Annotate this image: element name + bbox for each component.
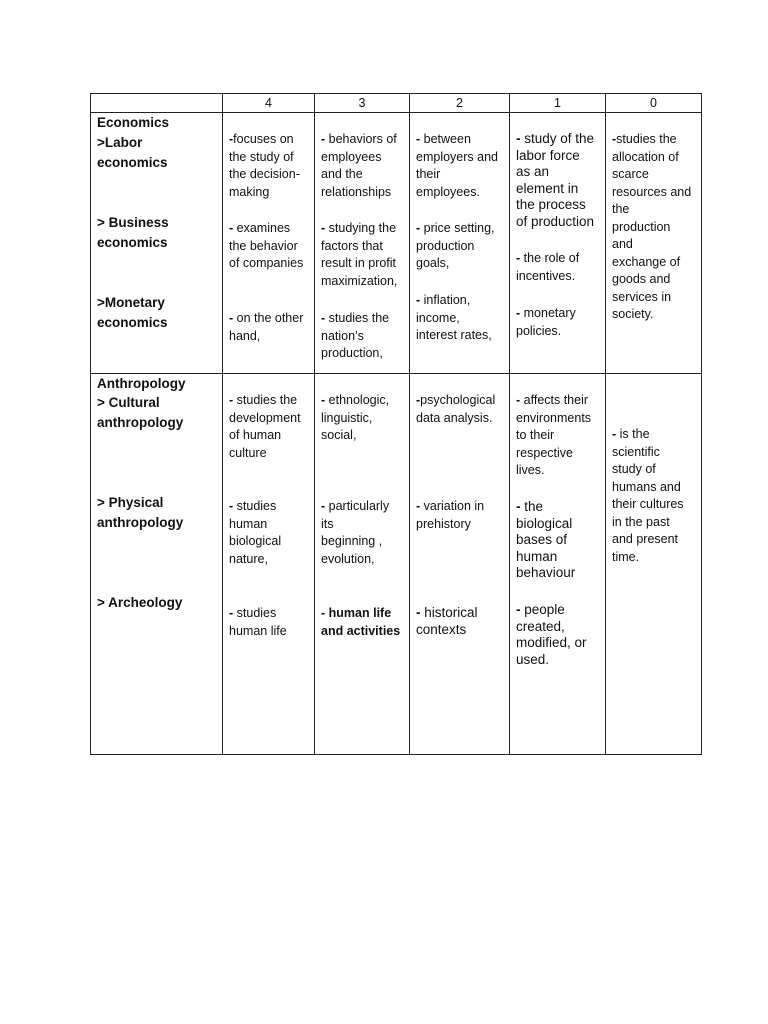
econ-3-monetary (321, 310, 389, 363)
dash: - (321, 393, 326, 407)
cell-text: studies the nation’s production, (321, 311, 390, 360)
archeology-label: > Archeology (97, 595, 183, 610)
anth-2-archeology (416, 605, 478, 638)
cell-text: the biological bases of human behaviour (516, 499, 576, 580)
anth-1-physical (516, 499, 575, 582)
econ-0-definition (612, 131, 691, 324)
dash: - (229, 132, 234, 146)
dash: - (229, 606, 234, 620)
cell-text: human life and activities (321, 606, 401, 638)
anth-3-cultural (321, 392, 389, 445)
econ-4-labor (229, 131, 300, 201)
cell-text: ethnologic, linguistic, social, (321, 393, 390, 442)
business-economics-label: > Business economics (97, 215, 169, 250)
economics-title: Economics (97, 115, 170, 130)
dash: - (416, 293, 421, 307)
econ-3-labor (321, 131, 397, 201)
cell-text: studies human biological nature, (229, 499, 282, 566)
cell-text: variation in prehistory (416, 499, 485, 531)
dash: - (516, 306, 521, 320)
anth-2-cultural (416, 392, 495, 427)
cultural-anthropology-label: > Cultural anthropology (97, 395, 184, 430)
anth-4-archeology (229, 605, 287, 640)
physical-anthropology-label: > Physical anthropology (97, 495, 184, 530)
dash: - (516, 393, 521, 407)
cell-text: focuses on the study of the decision- making (229, 132, 300, 199)
anth-4-cultural (229, 392, 301, 462)
cell-text: studies the development of human culture (229, 393, 301, 460)
dash: - (516, 251, 521, 265)
dash: - (516, 499, 521, 514)
cell-text: behaviors of employees and the relationships (321, 132, 397, 199)
cell-text: is the scientific study of humans and their cultures in the past and present time. (612, 427, 684, 564)
econ-4-business (229, 220, 303, 273)
cell-text: psychological data analysis. (416, 393, 496, 425)
header-1: 1 (554, 96, 561, 110)
econ-1-monetary (516, 305, 576, 340)
dash: - (321, 311, 326, 325)
dash: - (321, 132, 326, 146)
dash: - (416, 499, 421, 513)
econ-1-labor (516, 131, 594, 230)
dash: - (229, 393, 234, 407)
cell-text: monetary policies. (516, 306, 576, 338)
cell-text: between employers and their employees. (416, 132, 498, 199)
cell-text: studies the allocation of scarce resources and the production and exchange of goods and services in society. (612, 132, 692, 321)
cell-text: studying the factors that result in profit maximization, (321, 221, 398, 288)
dash: - (321, 606, 326, 620)
dash: - (229, 499, 234, 513)
cell-text: particularly its beginning , evolution, (321, 499, 390, 566)
econ-2-monetary (416, 292, 492, 345)
cell-text: historical contexts (416, 605, 478, 637)
dash: - (416, 221, 421, 235)
anth-3-physical (321, 498, 389, 568)
anth-3-archeology (321, 605, 400, 640)
econ-1-business (516, 250, 579, 285)
monetary-economics-label: >Monetary economics (97, 295, 168, 330)
dash: - (416, 132, 421, 146)
dash: - (516, 131, 521, 146)
header-3: 3 (358, 96, 366, 110)
econ-4-monetary (229, 310, 303, 345)
econ-3-business (321, 220, 397, 290)
dash: - (321, 221, 326, 235)
cell-text: the role of incentives. (516, 251, 580, 283)
dash: - (229, 221, 234, 235)
dash: - (416, 393, 421, 407)
header-4: 4 (265, 96, 272, 110)
econ-2-business (416, 220, 495, 273)
cell-text: studies human life (229, 606, 287, 638)
dash: - (612, 132, 617, 146)
cell-text: inflation, income, interest rates, (416, 293, 492, 342)
dash: - (516, 602, 521, 617)
dash: - (416, 605, 421, 620)
anth-4-physical (229, 498, 281, 568)
header-2: 2 (456, 96, 463, 110)
anth-1-cultural (516, 392, 591, 480)
dash: - (229, 311, 234, 325)
dash: - (612, 427, 617, 441)
cell-text: on the other hand, (229, 311, 304, 343)
cell-text: affects their environments to their respective lives. (516, 393, 592, 477)
header-0: 0 (650, 96, 657, 110)
labor-economics-label: >Labor economics (97, 135, 168, 170)
anthropology-title: Anthropology (97, 376, 186, 391)
cell-text: study of the labor force as an element in the process of production (516, 131, 595, 229)
anth-2-physical (416, 498, 484, 533)
cell-text: examines the behavior of companies (229, 221, 304, 270)
cell-text: price setting, production goals, (416, 221, 495, 270)
anth-1-archeology (516, 602, 587, 668)
anth-0-definition (612, 426, 684, 566)
cell-text: people created, modified, or used. (516, 602, 587, 667)
econ-2-labor (416, 131, 498, 201)
dash: - (321, 499, 326, 513)
